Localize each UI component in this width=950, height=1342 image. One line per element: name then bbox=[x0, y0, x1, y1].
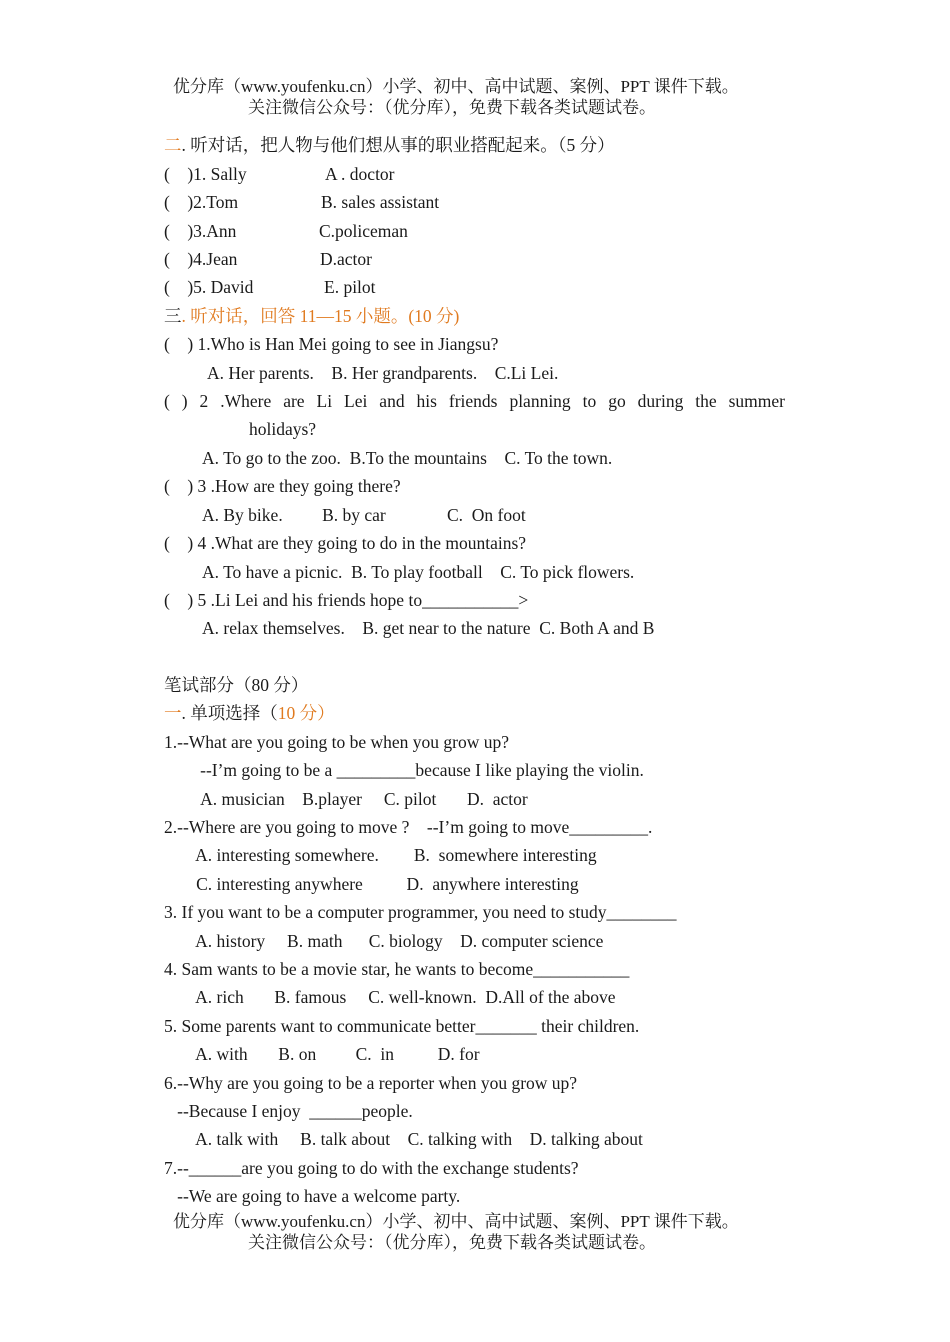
footer-line-1: 优分库（www.youfenku.cn）小学、初中、高中试题、案例、PPT 课件下载。 bbox=[173, 1212, 739, 1231]
written-section1-number: 一 bbox=[164, 703, 182, 723]
match-row-5 bbox=[164, 276, 253, 298]
match-person-1: ( )1. Sally bbox=[164, 164, 247, 184]
written-section1-title: . 单项选择（ bbox=[181, 703, 278, 723]
written-section1-score: 10 分） bbox=[277, 703, 335, 723]
mc-q4: 4. Sam wants to be a movie star, he wants to become___________ bbox=[164, 959, 630, 979]
match-job-d: D.actor bbox=[320, 249, 372, 269]
match-job-c: C.policeman bbox=[319, 221, 408, 241]
listening-q1-options: A. Her parents. B. Her grandparents. C.Li Lei. bbox=[207, 363, 559, 383]
mc-q6: 6.--Why are you going to be a reporter when you grow up? bbox=[164, 1073, 578, 1093]
mc-q1-answer-text: --I’m going to be a _________because I like playing the violin. bbox=[187, 760, 644, 780]
section3-number: 三 bbox=[164, 306, 182, 326]
mc-q7-answer-line: --We are going to have a welcome party. bbox=[164, 1186, 461, 1206]
mc-q2-options-ab: A. interesting somewhere. B. somewhere interesting bbox=[183, 845, 597, 865]
section3-heading bbox=[164, 305, 459, 327]
mc-q5: 5. Some parents want to communicate better_______ their children. bbox=[164, 1016, 640, 1036]
listening-q4: ( ) 4 .What are they going to do in the mountains? bbox=[164, 533, 527, 553]
match-job-a: A . doctor bbox=[325, 164, 395, 184]
match-row-2 bbox=[164, 191, 238, 213]
match-person-3: ( )3.Ann bbox=[164, 221, 237, 241]
written-part-title: 笔试部分（80 分） bbox=[164, 675, 309, 695]
mc-q7: 7.--______are you going to do with the exchange students? bbox=[164, 1158, 579, 1178]
match-row-4 bbox=[164, 248, 237, 270]
listening-q2: ( ) 2 .Where are Li Lei and his friends planning to go during the summer bbox=[164, 391, 785, 411]
match-person-5: ( )5. David bbox=[164, 277, 254, 297]
mc-q1-answer-line bbox=[187, 759, 644, 781]
header-line-2: 关注微信公众号：（优分库），免费下载各类试题试卷。 bbox=[248, 98, 656, 117]
match-job-e: E. pilot bbox=[324, 277, 376, 297]
mc-q5-options: A. with B. on C. in D. for bbox=[183, 1044, 480, 1064]
section2-number: 二 bbox=[164, 135, 182, 155]
mc-q1-options: A. musician B.player C. pilot D. actor bbox=[188, 789, 528, 809]
written-section1-heading bbox=[164, 702, 335, 724]
section2-title: . 听对话，把人物与他们想从事的职业搭配起来。（5 分） bbox=[181, 135, 615, 155]
listening-q1: ( ) 1.Who is Han Mei going to see in Jiangsu? bbox=[164, 334, 499, 354]
listening-q3: ( ) 3 .How are they going there? bbox=[164, 476, 401, 496]
mc-q2: 2.--Where are you going to move ? --I’m going to move_________. bbox=[164, 817, 653, 837]
match-job-b: B. sales assistant bbox=[321, 192, 440, 212]
match-row-3 bbox=[164, 220, 236, 242]
section2-heading bbox=[164, 134, 615, 156]
mc-q6-answer-line: --Because I enjoy ______people. bbox=[164, 1101, 413, 1121]
match-person-2: ( )2.Tom bbox=[164, 192, 239, 212]
match-row-1 bbox=[164, 163, 247, 185]
mc-q4-options: A. rich B. famous C. well-known. D.All of the above bbox=[183, 987, 616, 1007]
listening-q5-options: A. relax themselves. B. get near to the nature C. Both A and B bbox=[202, 618, 655, 638]
section3-title: . 听对话，回答 11—15 小题。(10 分) bbox=[181, 306, 460, 326]
mc-q2-options-cd: C. interesting anywhere D. anywhere interesting bbox=[183, 874, 579, 894]
mc-q3: 3. If you want to be a computer programmer, you need to study________ bbox=[164, 902, 677, 922]
listening-q3-options: A. By bike. B. by car C. On foot bbox=[202, 505, 526, 525]
listening-q2-options: A. To go to the zoo. B.To the mountains C. To the town. bbox=[202, 448, 613, 468]
footer-line-2: 关注微信公众号：（优分库），免费下载各类试题试卷。 bbox=[248, 1233, 656, 1252]
listening-q5: ( ) 5 .Li Lei and his friends hope to___________> bbox=[164, 590, 529, 610]
match-person-4: ( )4.Jean bbox=[164, 249, 238, 269]
listening-q4-options: A. To have a picnic. B. To play football C. To pick flowers. bbox=[202, 562, 635, 582]
mc-q1: 1.--What are you going to be when you grow up? bbox=[164, 732, 510, 752]
mc-q3-options: A. history B. math C. biology D. computer science bbox=[183, 931, 604, 951]
header-line-1: 优分库（www.youfenku.cn）小学、初中、高中试题、案例、PPT 课件下载。 bbox=[173, 77, 739, 96]
mc-q6-options: A. talk with B. talk about C. talking with D. talking about bbox=[183, 1129, 643, 1149]
listening-q2-continued: holidays? bbox=[249, 419, 317, 439]
